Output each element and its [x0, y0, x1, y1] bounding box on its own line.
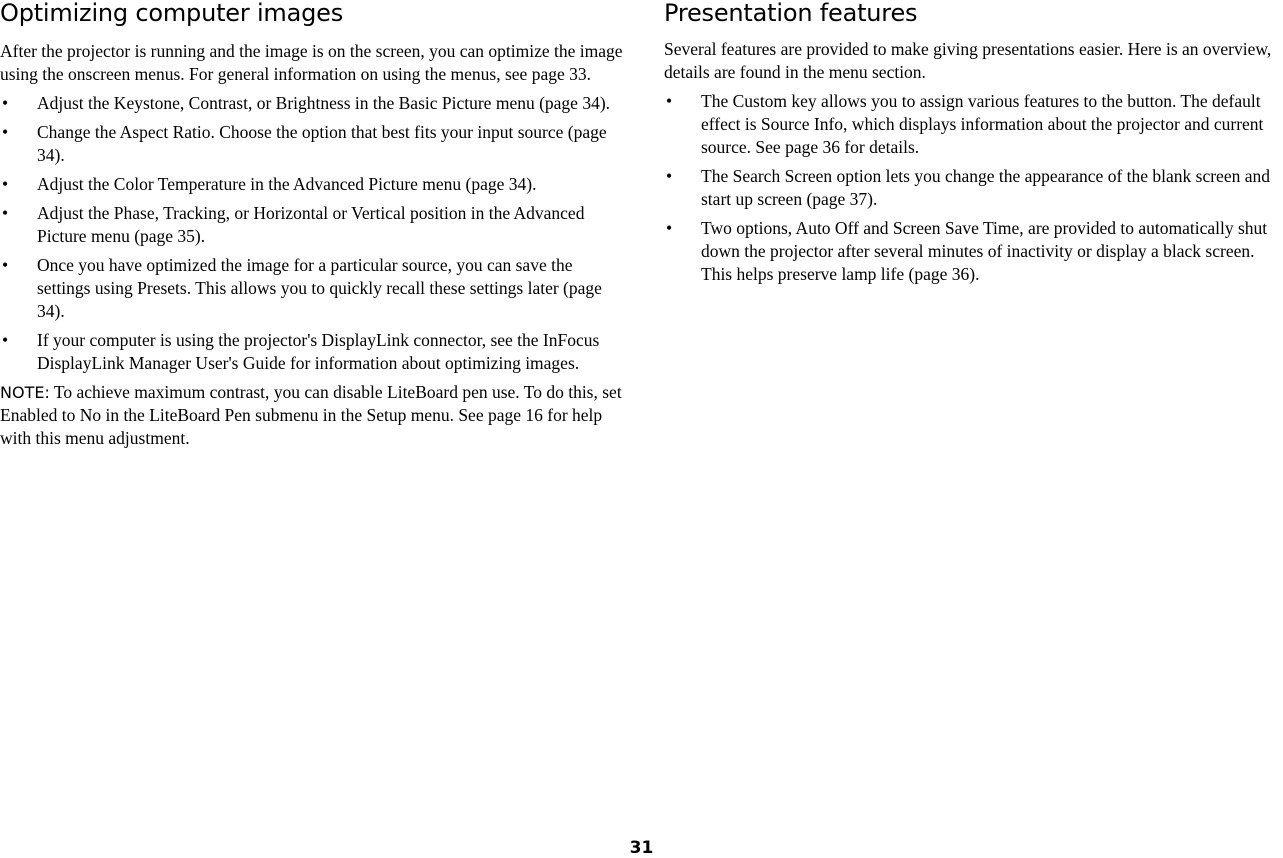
page-number: 31	[629, 838, 654, 858]
list-item	[0, 173, 628, 196]
bullet-marker: •	[666, 91, 673, 111]
list-item	[0, 121, 628, 167]
note-paragraph	[0, 381, 628, 450]
bullet-marker: •	[2, 174, 9, 194]
bullet-marker: •	[2, 93, 9, 113]
right-column	[664, 0, 1283, 292]
note-label: NOTE:	[0, 383, 50, 402]
list-item	[664, 165, 1283, 211]
list-item-text: The Custom key allows you to assign various features to the button. The default effect is Source Info, which displays information about the projector and current source. See page 36 for details.	[701, 91, 1264, 157]
section-title-presentation: Presentation features	[664, 0, 918, 27]
list-item	[0, 202, 628, 248]
bullet-marker: •	[2, 203, 9, 223]
note-text: To achieve maximum contrast, you can disable LiteBoard pen use. To do this, set Enabled to No in the LiteBoard Pen submenu in the Setup menu. See page 16 for help with this menu adjustment.	[0, 382, 622, 448]
bullet-marker: •	[2, 122, 9, 142]
bullet-list	[664, 90, 1283, 286]
bullet-marker: •	[2, 330, 9, 350]
list-item-text: If your computer is using the projector's DisplayLink connector, see the InFocus DisplayLink Manager User's Guide for information about optimizing images.	[37, 330, 600, 373]
list-item-text: Once you have optimized the image for a particular source, you can save the settings using Presets. This allows you to quickly recall these settings later (page 34).	[37, 255, 602, 321]
list-item-text: The Search Screen option lets you change the appearance of the blank screen and start up screen (page 37).	[701, 166, 1270, 209]
bullet-marker: •	[2, 255, 9, 275]
bullet-marker: •	[666, 166, 673, 186]
list-item	[664, 217, 1283, 286]
list-item-text: Adjust the Color Temperature in the Advanced Picture menu (page 34).	[37, 174, 537, 194]
list-item	[0, 254, 628, 323]
list-item-text: Change the Aspect Ratio. Choose the option that best fits your input source (page 34).	[37, 122, 607, 165]
list-item-text: Two options, Auto Off and Screen Save Time, are provided to automatically shut down the projector after several minutes of inactivity or display a black screen. This helps preserve lamp life (page 36).	[701, 218, 1268, 284]
bullet-marker: •	[666, 218, 673, 238]
intro-paragraph: Several features are provided to make giving presentations easier. Here is an overview, details are found in the menu section.	[664, 39, 1272, 82]
list-item	[0, 92, 628, 115]
left-column	[0, 0, 628, 450]
list-item	[664, 90, 1283, 159]
section-title-optimizing: Optimizing computer images	[0, 0, 344, 27]
list-item-text: Adjust the Phase, Tracking, or Horizontal or Vertical position in the Advanced Picture menu (page 35).	[37, 203, 585, 246]
bullet-list	[0, 92, 628, 375]
list-item-text: Adjust the Keystone, Contrast, or Brightness in the Basic Picture menu (page 34).	[37, 93, 611, 113]
list-item	[0, 329, 628, 375]
intro-paragraph: After the projector is running and the image is on the screen, you can optimize the image using the onscreen menus. For general information on using the menus, see page 33.	[0, 41, 623, 84]
